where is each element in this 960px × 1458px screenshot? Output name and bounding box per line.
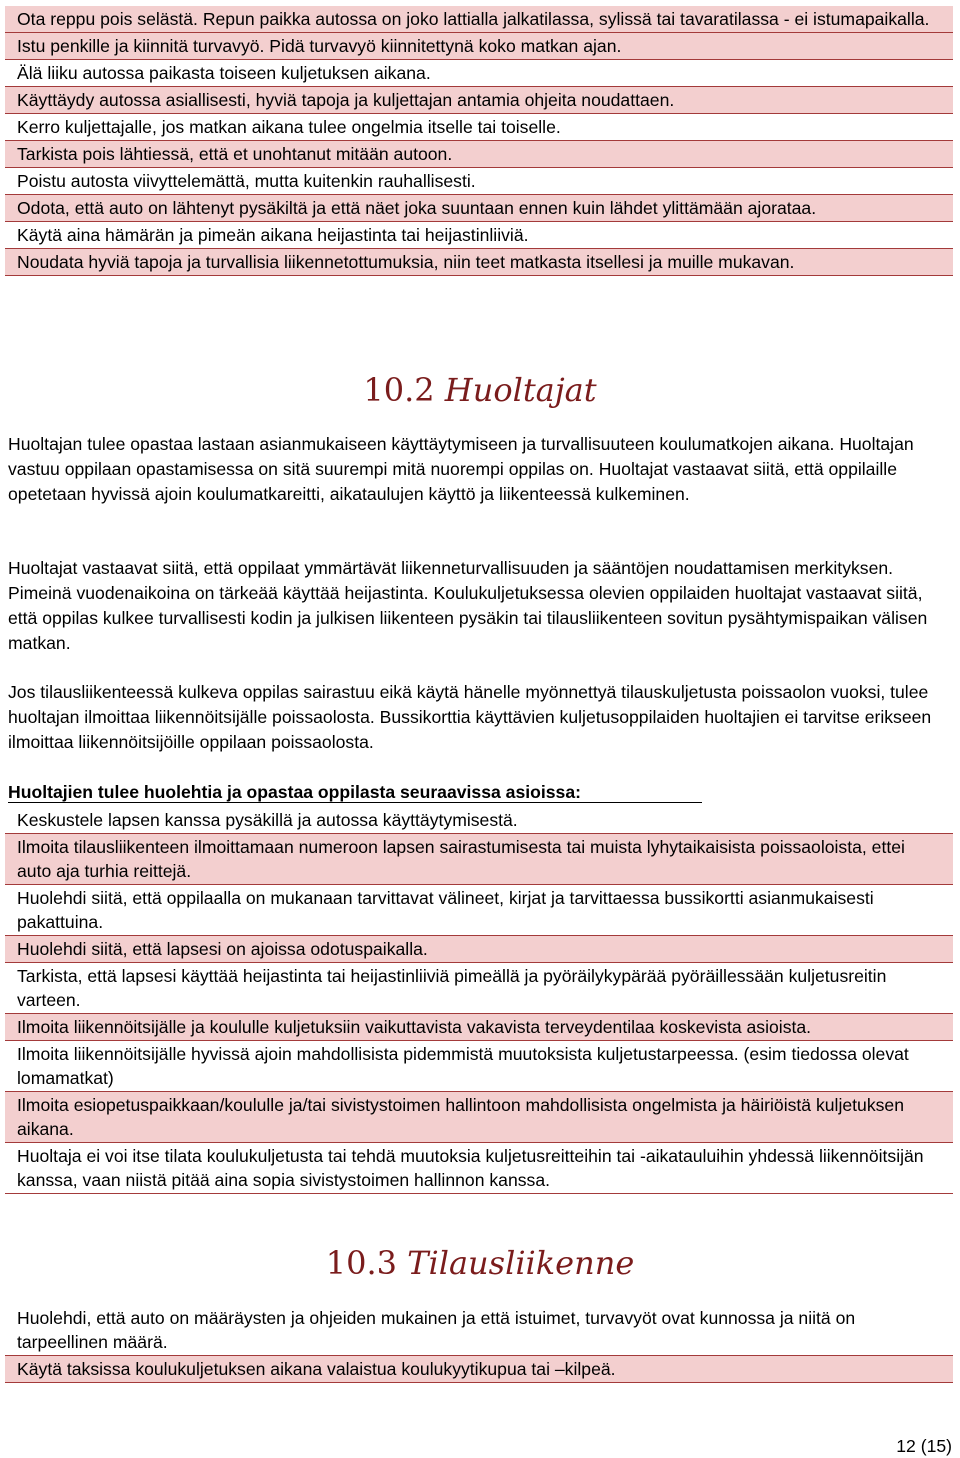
list-item: Ota reppu pois selästä. Repun paikka autossa on joko lattialla jalkatilassa, sylissä tai tavaratilassa - ei istumapaikalla.	[5, 6, 953, 33]
guardian-duties-list	[5, 807, 953, 1194]
list-item: Kerro kuljettajalle, jos matkan aikana tulee ongelmia itselle tai toiselle.	[5, 114, 953, 141]
list-item: Älä liiku autossa paikasta toiseen kuljetuksen aikana.	[5, 60, 953, 87]
list-item: Istu penkille ja kiinnitä turvavyö. Pidä turvavyö kiinnitettynä koko matkan ajan.	[5, 33, 953, 60]
list-item: Odota, että auto on lähtenyt pysäkiltä ja että näet joka suuntaan ennen kuin lähdet ylittämään ajorataa.	[5, 195, 953, 222]
list-item: Käyttäydy autossa asiallisesti, hyviä tapoja ja kuljettajan antamia ohjeita noudattaen.	[5, 87, 953, 114]
list-item: Ilmoita tilausliikenteen ilmoittamaan numeroon lapsen sairastumisesta tai muista lyhytaikaisista poissaoloista, ettei auto aja turhia reittejä.	[5, 834, 953, 885]
list-item: Huoltaja ei voi itse tilata koulukuljetusta tai tehdä muutoksia kuljetusreitteihin tai -aikatauluihin yhdessä liikennöitsijän kanssa, vaan niistä pitää aina sopia sivistystoimen hallinnon kanssa.	[5, 1143, 953, 1194]
list-item: Ilmoita liikennöitsijälle hyvissä ajoin mahdollisista pidemmistä muutoksista kuljetustarpeessa. (esim tiedossa olevat lomamatkat)	[5, 1041, 953, 1092]
section-heading-10-2	[0, 370, 960, 410]
list-item: Noudata hyviä tapoja ja turvallisia liikennetottumuksia, niin teet matkasta itsellesi ja muille mukavan.	[5, 249, 953, 276]
list-item: Huolehdi siitä, että oppilaalla on mukanaan tarvittavat välineet, kirjat ja tarvittaessa bussikortti asianmukaisesti pakattuina.	[5, 885, 953, 936]
section-heading-10-3	[0, 1243, 960, 1283]
list-item: Keskustele lapsen kanssa pysäkillä ja autossa käyttäytymisestä.	[5, 807, 953, 834]
section-title: Tilausliikenne	[407, 1244, 635, 1282]
list-item: Käytä aina hämärän ja pimeän aikana heijastinta tai heijastinliiviä.	[5, 222, 953, 249]
section-number: 10.3	[325, 1244, 397, 1282]
list-item: Tarkista, että lapsesi käyttää heijastinta tai heijastinliiviä pimeällä ja pyöräilykypärää pyöräillessään kuljetusreitin varteen.	[5, 963, 953, 1014]
student-rules-list	[5, 6, 953, 276]
list-item: Ilmoita liikennöitsijälle ja koululle kuljetuksiin vaikuttavista vakavista terveydentilaa koskevista asioista.	[5, 1014, 953, 1041]
list-item: Huolehdi, että auto on määräysten ja ohjeiden mukainen ja että istuimet, turvavyöt ovat kunnossa ja niitä on tarpeellinen määrä.	[5, 1305, 953, 1356]
page-number: 12 (15)	[896, 1436, 952, 1456]
list-item: Käytä taksissa koulukuljetuksen aikana valaistua koulukyytikupua tai –kilpeä.	[5, 1356, 953, 1383]
list-item: Ilmoita esiopetuspaikkaan/koululle ja/tai sivistystoimen hallintoon mahdollisista ongelmista ja häiriöistä kuljetuksen aikana.	[5, 1092, 953, 1143]
list-item: Huolehdi siitä, että lapsesi on ajoissa odotuspaikalla.	[5, 936, 953, 963]
paragraph: Jos tilausliikenteessä kulkeva oppilas sairastuu eikä käytä hänelle myönnettyä tilauskuljetusta poissaolon vuoksi, tulee huoltajan ilmoittaa liikennöitsijälle poissaolosta. Bussikorttia käyttävien kuljetusoppilaiden huoltajien ei tarvitse erikseen ilmoittaa liikennöitsijöille oppilaan poissaolosta.	[8, 682, 932, 752]
paragraph: Huoltajan tulee opastaa lastaan asianmukaiseen käyttäytymiseen ja turvallisuuteen koulumatkojen aikana. Huoltajan vastuu oppilaan opastamisessa on sitä suurempi mitä nuorempi oppilas on. Huoltajat vastaavat siitä, että oppilaille opetetaan hyvissä ajoin koulumatkareitti, aikataulujen käyttö ja liikenteessä kulkeminen.	[8, 434, 914, 504]
section-title: Huoltajat	[444, 371, 597, 409]
list-item: Tarkista pois lähtiessä, että et unohtanut mitään autoon.	[5, 141, 953, 168]
section-number: 10.2	[363, 371, 435, 409]
list-item: Poistu autosta viivyttelemättä, mutta kuitenkin rauhallisesti.	[5, 168, 953, 195]
paragraph: Huoltajat vastaavat siitä, että oppilaat ymmärtävät liikenneturvallisuuden ja sääntöjen noudattamisen merkityksen. Pimeinä vuodenaikoina on tärkeää käyttää heijastinta. Koulukuljetuksessa olevien oppilaiden huoltajat vastaavat siitä, että oppilas kulkee turvallisesti kodin ja julkisen liikenteen pysäkin tai tilausliikenteen sovitun pysähtymispaikan välisen matkan.	[8, 558, 928, 653]
charter-traffic-list	[5, 1305, 953, 1383]
guardian-list-title: Huoltajien tulee huolehtia ja opastaa oppilasta seuraavissa asioissa:	[8, 780, 952, 805]
